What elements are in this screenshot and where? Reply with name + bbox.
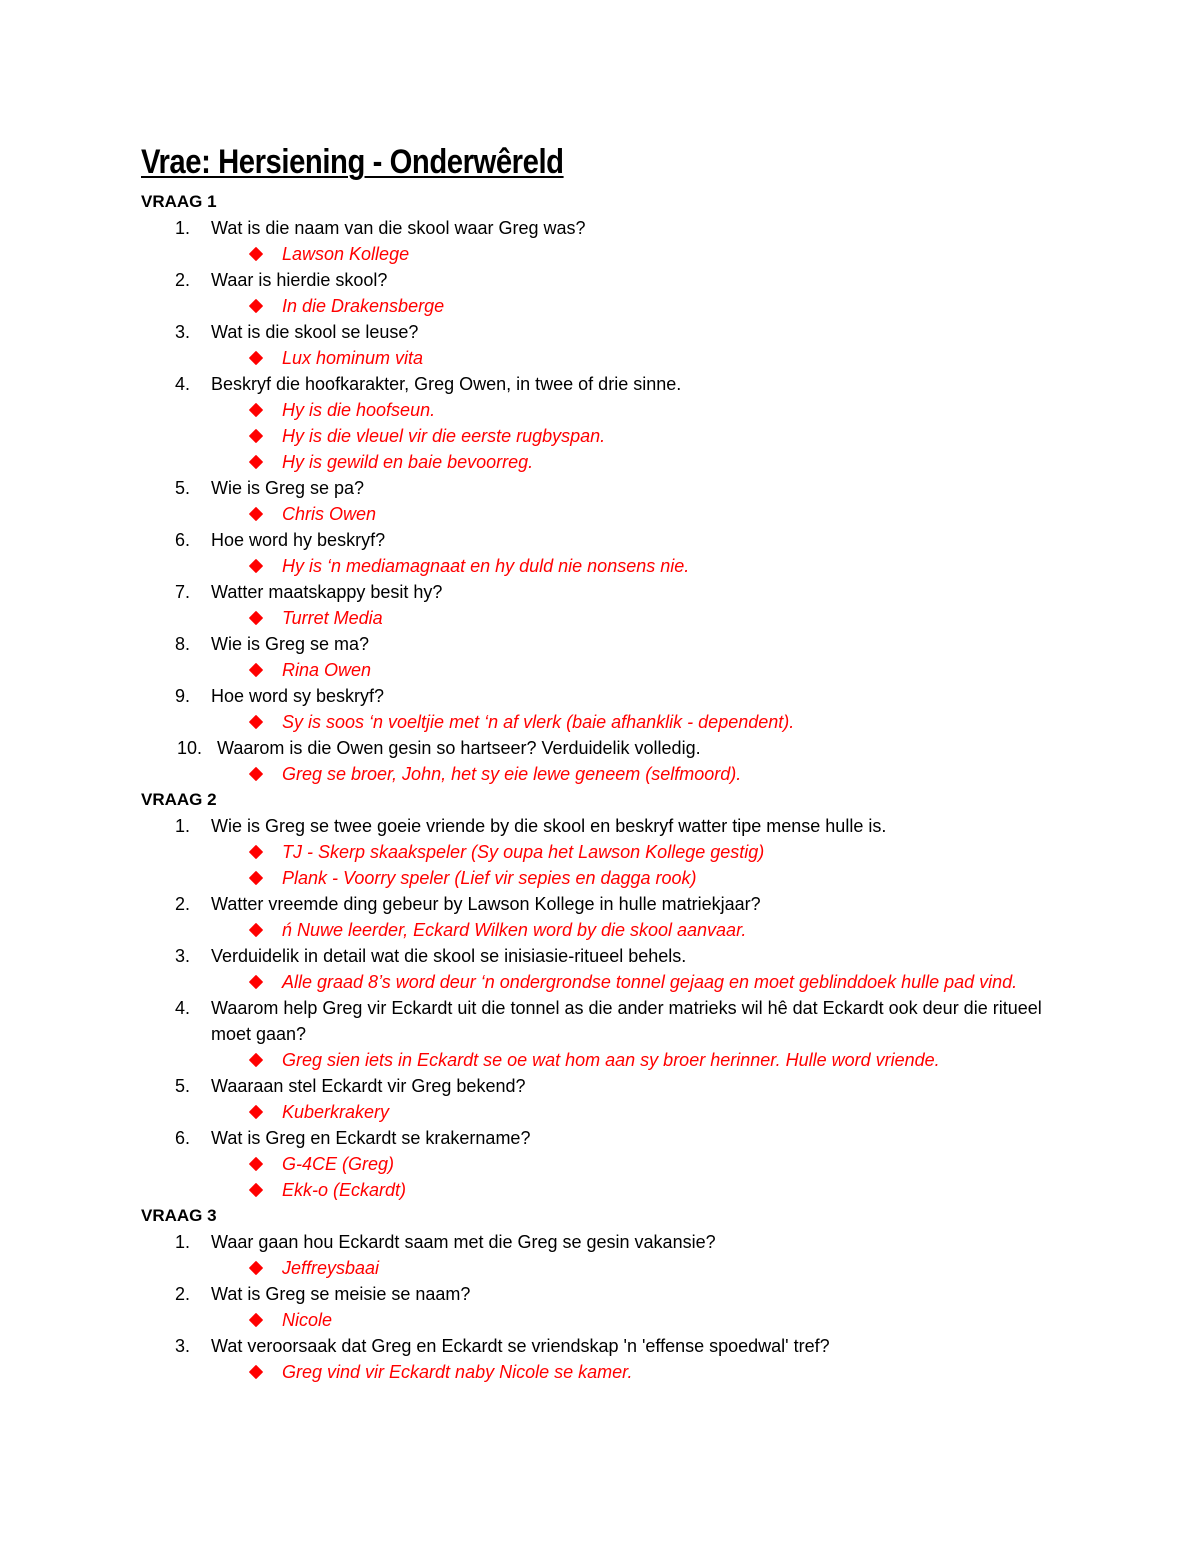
answer-item [141,761,1081,787]
diamond-bullet-icon [249,715,263,729]
question-item [141,527,1081,553]
answer-text: G-4CE (Greg) [282,1154,395,1174]
diamond-bullet-icon [249,455,263,469]
question-text: Waar is hierdie skool? [211,270,388,290]
question-number: 3. [175,1336,191,1356]
question-item [141,891,1081,917]
answer-text: Plank - Voorry speler (Lief vir sepies en dagga rook) [282,868,697,888]
question-number: 3. [175,946,191,966]
answer-item [141,1047,1081,1073]
answer-text: Sy is soos ‘n voeltjie met ‘n af vlerk (baie afhanklik - dependent). [282,712,795,732]
question-text: Waaraan stel Eckardt vir Greg bekend? [211,1076,526,1096]
question-number: 2. [175,270,191,290]
question-number: 6. [175,1128,191,1148]
section-heading: VRAAG 1 [141,192,217,211]
question-text: Verduidelik in detail wat die skool se inisiasie-ritueel behels. [211,946,687,966]
answer-text: Kuberkrakery [282,1102,390,1122]
question-text: Hoe word hy beskryf? [211,530,386,550]
answer-text: Turret Media [282,608,383,628]
question-text: Wie is Greg se pa? [211,478,365,498]
question-text: Hoe word sy beskryf? [211,686,385,706]
section-heading: VRAAG 2 [141,790,217,809]
diamond-bullet-icon [249,1365,263,1379]
question-item [141,579,1081,605]
diamond-bullet-icon [249,1313,263,1327]
question-item [141,1073,1081,1099]
section-heading: VRAAG 3 [141,1206,217,1225]
question-item [141,1333,1081,1359]
answer-text: TJ - Skerp skaakspeler (Sy oupa het Lawson Kollege gestig) [282,842,765,862]
question-item [141,371,1081,397]
question-text: Wat veroorsaak dat Greg en Eckardt se vriendskap 'n 'effense spoedwal' tref? [211,1336,830,1356]
question-text: Watter maatskappy besit hy? [211,582,443,602]
answer-text: Chris Owen [282,504,377,524]
diamond-bullet-icon [249,507,263,521]
answer-item [141,501,1081,527]
question-text: Wat is die naam van die skool waar Greg was? [211,218,586,238]
answer-item [141,917,1081,943]
diamond-bullet-icon [249,299,263,313]
answer-text: Nicole [282,1310,333,1330]
answer-item [141,1177,1081,1203]
diamond-bullet-icon [249,923,263,937]
diamond-bullet-icon [249,403,263,417]
diamond-bullet-icon [249,559,263,573]
question-text: Wie is Greg se ma? [211,634,370,654]
question-item [141,631,1081,657]
question-number: 1. [175,218,191,238]
question-text: Waarom help Greg vir Eckardt uit die tonnel as die ander matrieks wil hê dat Eckardt ook deur die ritueel moet gaan? [211,998,1042,1044]
question-number: 1. [175,1232,191,1252]
answer-item [141,1255,1081,1281]
question-number: 2. [175,894,191,914]
question-text: Watter vreemde ding gebeur by Lawson Kollege in hulle matriekjaar? [211,894,761,914]
diamond-bullet-icon [249,975,263,989]
diamond-bullet-icon [249,1105,263,1119]
diamond-bullet-icon [249,1053,263,1067]
question-text: Wat is Greg se meisie se naam? [211,1284,471,1304]
diamond-bullet-icon [249,845,263,859]
question-number: 4. [175,374,191,394]
answer-item [141,449,1081,475]
question-number: 7. [175,582,191,602]
diamond-bullet-icon [249,247,263,261]
answer-item [141,657,1081,683]
question-number: 4. [175,998,191,1018]
answer-text: Alle graad 8’s word deur ‘n ondergrondse tonnel gejaag en moet geblinddoek hulle pad vind. [282,972,1018,992]
diamond-bullet-icon [249,351,263,365]
answer-text: Greg vind vir Eckardt naby Nicole se kamer. [282,1362,633,1382]
question-text: Wat is die skool se leuse? [211,322,419,342]
question-text: Waar gaan hou Eckardt saam met die Greg se gesin vakansie? [211,1232,716,1252]
question-number: 1. [175,816,191,836]
answer-text: Hy is die vleuel vir die eerste rugbyspan. [282,426,606,446]
question-item [141,267,1081,293]
question-number: 9. [175,686,191,706]
question-item [141,475,1081,501]
question-item [141,319,1081,345]
answer-item [141,1307,1081,1333]
answer-text: Hy is gewild en baie bevoorreg. [282,452,534,472]
answer-text: Lawson Kollege [282,244,410,264]
answer-text: ń Nuwe leerder, Eckard Wilken word by die skool aanvaar. [282,920,747,940]
diamond-bullet-icon [249,663,263,677]
diamond-bullet-icon [249,1157,263,1171]
answer-text: Greg sien iets in Eckardt se oe wat hom aan sy broer herinner. Hulle word vriende. [282,1050,940,1070]
question-item [141,683,1081,709]
page-title: Vrae: Hersiening - Onderwêreld [141,143,564,181]
answer-item [141,423,1081,449]
question-text: Wat is Greg en Eckardt se krakername? [211,1128,531,1148]
question-item [141,1281,1081,1307]
answer-item [141,1099,1081,1125]
answer-item [141,969,1081,995]
diamond-bullet-icon [249,429,263,443]
answer-item [141,839,1081,865]
diamond-bullet-icon [249,611,263,625]
answer-text: Jeffreysbaai [282,1258,380,1278]
question-text: Waarom is die Owen gesin so hartseer? Verduidelik volledig. [217,738,701,758]
question-number: 2. [175,1284,191,1304]
question-item [141,735,1081,761]
answer-text: Greg se broer, John, het sy eie lewe geneem (selfmoord). [282,764,742,784]
answer-item [141,553,1081,579]
answer-item [141,1359,1081,1385]
diamond-bullet-icon [249,1261,263,1275]
answer-item [141,345,1081,371]
question-text: Beskryf die hoofkarakter, Greg Owen, in twee of drie sinne. [211,374,682,394]
question-item [141,943,1081,969]
answer-text: Rina Owen [282,660,372,680]
question-item [141,813,1081,839]
answer-item [141,605,1081,631]
document-body [141,189,1081,1385]
answer-text: In die Drakensberge [282,296,445,316]
question-item [141,215,1081,241]
question-number: 3. [175,322,191,342]
answer-item [141,865,1081,891]
question-item [141,1229,1081,1255]
answer-text: Hy is ‘n mediamagnaat en hy duld nie nonsens nie. [282,556,690,576]
answer-item [141,293,1081,319]
diamond-bullet-icon [249,1183,263,1197]
answer-item [141,241,1081,267]
question-number: 10. [177,738,203,758]
question-number: 5. [175,1076,191,1096]
question-item [141,1125,1081,1151]
question-text: Wie is Greg se twee goeie vriende by die skool en beskryf watter tipe mense hulle is. [211,816,887,836]
diamond-bullet-icon [249,871,263,885]
answer-item [141,709,1081,735]
answer-item [141,1151,1081,1177]
question-item [141,995,1081,1047]
answer-text: Lux hominum vita [282,348,424,368]
question-number: 5. [175,478,191,498]
answer-item [141,397,1081,423]
question-number: 8. [175,634,191,654]
answer-text: Hy is die hoofseun. [282,400,436,420]
question-number: 6. [175,530,191,550]
answer-text: Ekk-o (Eckardt) [282,1180,407,1200]
diamond-bullet-icon [249,767,263,781]
